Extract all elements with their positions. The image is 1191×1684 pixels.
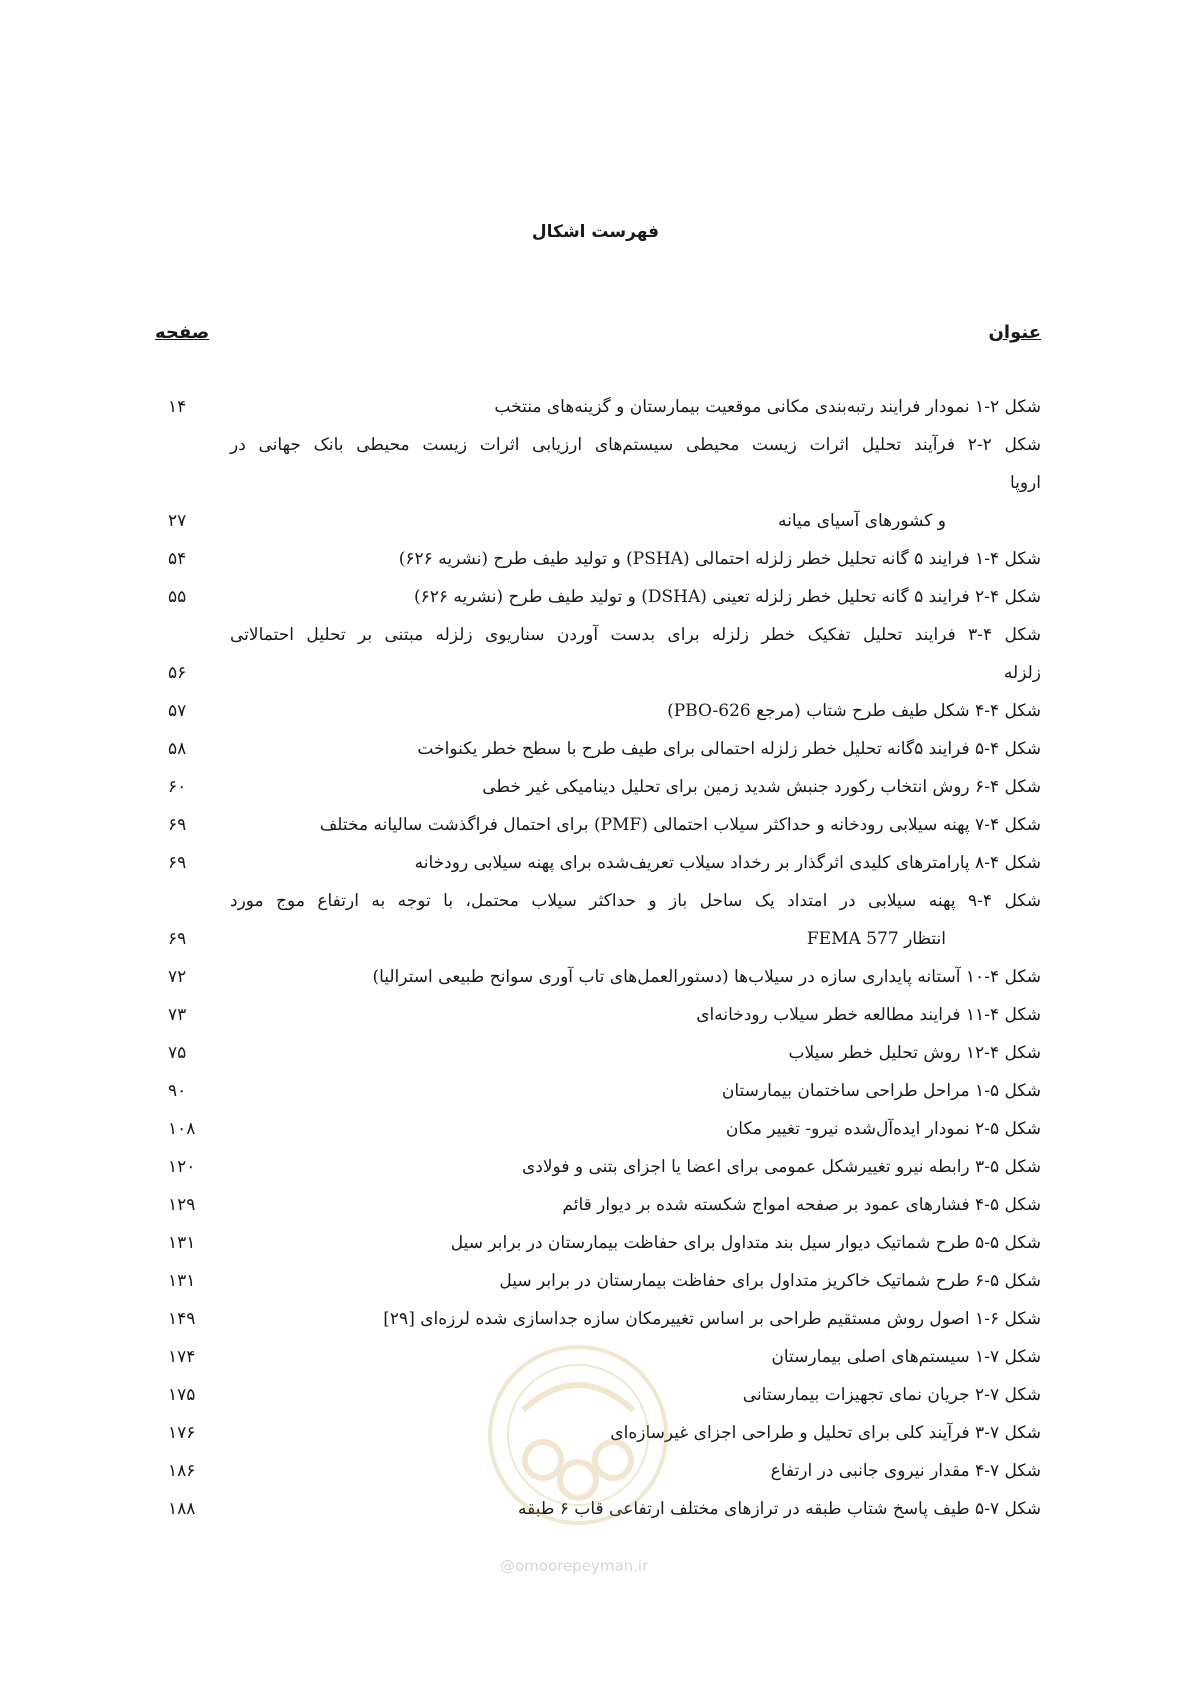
figure-entry-text: شکل ۴-۶ روش انتخاب رکورد جنبش شدید زمین برای تحلیل دینامیکی غیر خطی bbox=[482, 777, 1041, 797]
figure-entry-text: شکل ۲-۱ نمودار فرایند رتبه‌بندی مکانی موقعیت بیمارستان و گزینه‌های منتخب bbox=[494, 397, 1041, 417]
figure-entry-text: شکل ۷-۳ فرآیند کلی برای تحلیل و طراحی اجزای غیرسازه‌ای bbox=[610, 1423, 1041, 1443]
figure-entry-text: انتظار FEMA 577 bbox=[806, 929, 946, 949]
figure-entry-page: ۵۶ bbox=[168, 663, 187, 683]
figure-entry-text: شکل ۵-۵ طرح شماتیک دیوار سیل بند متداول برای حفاظت بیمارستان در برابر سیل bbox=[450, 1233, 1041, 1253]
figure-entry bbox=[150, 1072, 1041, 1110]
figure-entry-page: ۱۳۱ bbox=[168, 1271, 196, 1291]
figure-entry-page: ۵۴ bbox=[168, 549, 187, 569]
figure-entry bbox=[150, 1110, 1041, 1148]
figure-entry-page: ۱۸۶ bbox=[168, 1461, 196, 1481]
figure-entry-page: ۶۹ bbox=[168, 929, 187, 949]
figure-entry-text: شکل ۴-۲ فرایند ۵ گانه تحلیل خطر زلزله تعینی (DSHA) و تولید طیف طرح (نشریه ۶۲۶) bbox=[413, 587, 1041, 607]
figure-entry-page: ۶۹ bbox=[168, 853, 187, 873]
figure-entry bbox=[150, 578, 1041, 616]
figure-entry-text: شکل ۴-۳ فرایند تحلیل تفکیک خطر زلزله برای بدست آوردن سناریوی زلزله مبتنی بر تحلیل احتمالاتی bbox=[230, 625, 1041, 645]
figure-entry-page: ۱۷۴ bbox=[168, 1347, 196, 1367]
figure-entry-text: زلزله bbox=[1003, 663, 1041, 683]
figure-entry-page: ۶۰ bbox=[168, 777, 187, 797]
figure-entry bbox=[150, 958, 1041, 996]
figure-entry-page: ۱۴ bbox=[168, 397, 187, 417]
figure-entry bbox=[150, 882, 1041, 958]
figure-entry-text: شکل ۴-۸ پارامترهای کلیدی اثرگذار بر رخداد سیلاب تعریف‌شده برای پهنه سیلابی رودخانه bbox=[414, 853, 1041, 873]
figure-entry-text: شکل ۴-۱۰ آستانه پایداری سازه در سیلاب‌ها (دستورالعمل‌های تاب آوری سوانح طبیعی استرالیا) bbox=[372, 967, 1041, 987]
figure-entry-page: ۷۵ bbox=[168, 1043, 187, 1063]
figure-entry-text: اروپا bbox=[1009, 473, 1041, 493]
figure-entry bbox=[150, 1034, 1041, 1072]
figure-entry-page: ۵۵ bbox=[168, 587, 187, 607]
figure-entry-text: شکل ۵-۳ رابطه نیرو تغییرشکل عمومی برای اعضا یا اجزای بتنی و فولادی bbox=[521, 1157, 1041, 1177]
figure-entry-text: شکل ۵-۱ مراحل طراحی ساختمان بیمارستان bbox=[721, 1081, 1041, 1101]
figure-entry bbox=[150, 996, 1041, 1034]
watermark-url: @omoorepeyman.ir bbox=[500, 1557, 649, 1575]
figure-entry-text: شکل ۷-۱ سیستم‌های اصلی بیمارستان bbox=[771, 1347, 1041, 1367]
figure-entry bbox=[150, 1148, 1041, 1186]
figure-entry bbox=[150, 768, 1041, 806]
figure-entry-page: ۷۳ bbox=[168, 1005, 187, 1025]
figure-entry-text: شکل ۶-۱ اصول روش مستقیم طراحی بر اساس تغییرمکان سازه جداسازی شده لرزه‌ای [۲۹] bbox=[383, 1309, 1041, 1329]
figure-entry bbox=[150, 1262, 1041, 1300]
column-header-title: عنوان bbox=[988, 322, 1041, 343]
figure-entry bbox=[150, 388, 1041, 426]
figure-entry-text: و کشورهای آسیای میانه bbox=[778, 511, 946, 531]
figure-entry bbox=[150, 616, 1041, 692]
figure-entry bbox=[150, 806, 1041, 844]
figure-entry-text: شکل ۴-۱۲ روش تحلیل خطر سیلاب bbox=[788, 1043, 1041, 1063]
figure-entry-page: ۶۹ bbox=[168, 815, 187, 835]
figure-entry-text: شکل ۵-۲ نمودار ایده‌آل‌شده نیرو- تغییر مکان bbox=[725, 1119, 1041, 1139]
figure-entry-page: ۵۸ bbox=[168, 739, 187, 759]
figure-entry bbox=[150, 1300, 1041, 1338]
figure-entry-text: شکل ۴-۴ شکل طیف طرح شتاب (مرجع PBO-626) bbox=[667, 701, 1041, 721]
figure-entry-text: شکل ۷-۴ مقدار نیروی جانبی در ارتفاع bbox=[770, 1461, 1041, 1481]
figure-entry bbox=[150, 730, 1041, 768]
figure-entry-text: شکل ۵-۴ فشارهای عمود بر صفحه امواج شکسته شده بر دیوار قائم bbox=[562, 1195, 1041, 1215]
figure-entry-page: ۷۲ bbox=[168, 967, 187, 987]
figure-entry-page: ۱۸۸ bbox=[168, 1499, 196, 1519]
figure-entry-page: ۲۷ bbox=[168, 511, 187, 531]
figure-entry-page: ۱۲۰ bbox=[168, 1157, 196, 1177]
figure-entry bbox=[150, 540, 1041, 578]
figure-entry-page: ۱۷۵ bbox=[168, 1385, 196, 1405]
figure-entry-page: ۵۷ bbox=[168, 701, 187, 721]
watermark-logo-icon bbox=[483, 1340, 673, 1530]
figure-entry bbox=[150, 844, 1041, 882]
figure-entry-page: ۱۴۹ bbox=[168, 1309, 196, 1329]
figure-entry bbox=[150, 1186, 1041, 1224]
figure-entry-text: شکل ۷-۲ جریان نمای تجهیزات بیمارستانی bbox=[742, 1385, 1041, 1405]
page-title: فهرست اشکال bbox=[531, 222, 660, 242]
figure-entry-text: شکل ۴-۹ پهنه سیلابی در امتداد یک ساحل باز و حداکثر سیلاب محتمل، با توجه به ارتفاع موج مورد bbox=[230, 891, 1041, 911]
figure-entry-text: شکل ۵-۶ طرح شماتیک خاکریز متداول برای حفاظت بیمارستان در برابر سیل bbox=[499, 1271, 1041, 1291]
figure-entry-page: ۱۲۹ bbox=[168, 1195, 196, 1215]
figure-entry-text: شکل ۷-۵ طیف پاسخ شتاب طبقه در ترازهای مختلف ارتفاعی قاب ۶ طبقه bbox=[517, 1499, 1041, 1519]
figure-entry-page: ۱۰۸ bbox=[168, 1119, 196, 1139]
figure-entry-text: شکل ۲-۲ فرآیند تحلیل اثرات زیست محیطی سیستم‌های ارزیابی اثرات زیست محیطی بانک جهانی در bbox=[230, 435, 1041, 455]
figure-entry-page: ۹۰ bbox=[168, 1081, 187, 1101]
figure-entry-page: ۱۳۱ bbox=[168, 1233, 196, 1253]
figure-entry-text: شکل ۴-۷ پهنه سیلابی رودخانه و حداکثر سیلاب احتمالی (PMF) برای احتمال فراگذشت سالیانه مختلف bbox=[319, 815, 1041, 835]
figure-entry-page: ۱۷۶ bbox=[168, 1423, 196, 1443]
figure-entry-text: شکل ۴-۱۱ فرایند مطالعه خطر سیلاب رودخانه‌ای bbox=[696, 1005, 1041, 1025]
figure-entry bbox=[150, 1224, 1041, 1262]
figure-entry bbox=[150, 426, 1041, 540]
figure-entry bbox=[150, 692, 1041, 730]
figure-entry-text: شکل ۴-۱ فرایند ۵ گانه تحلیل خطر زلزله احتمالی (PSHA) و تولید طیف طرح (نشریه ۶۲۶) bbox=[398, 549, 1041, 569]
figure-entry-text: شکل ۴-۵ فرایند ۵گانه تحلیل خطر زلزله احتمالی برای طیف طرح با سطح خطر یکنواخت bbox=[417, 739, 1041, 759]
column-header-page: صفحه bbox=[155, 322, 210, 343]
